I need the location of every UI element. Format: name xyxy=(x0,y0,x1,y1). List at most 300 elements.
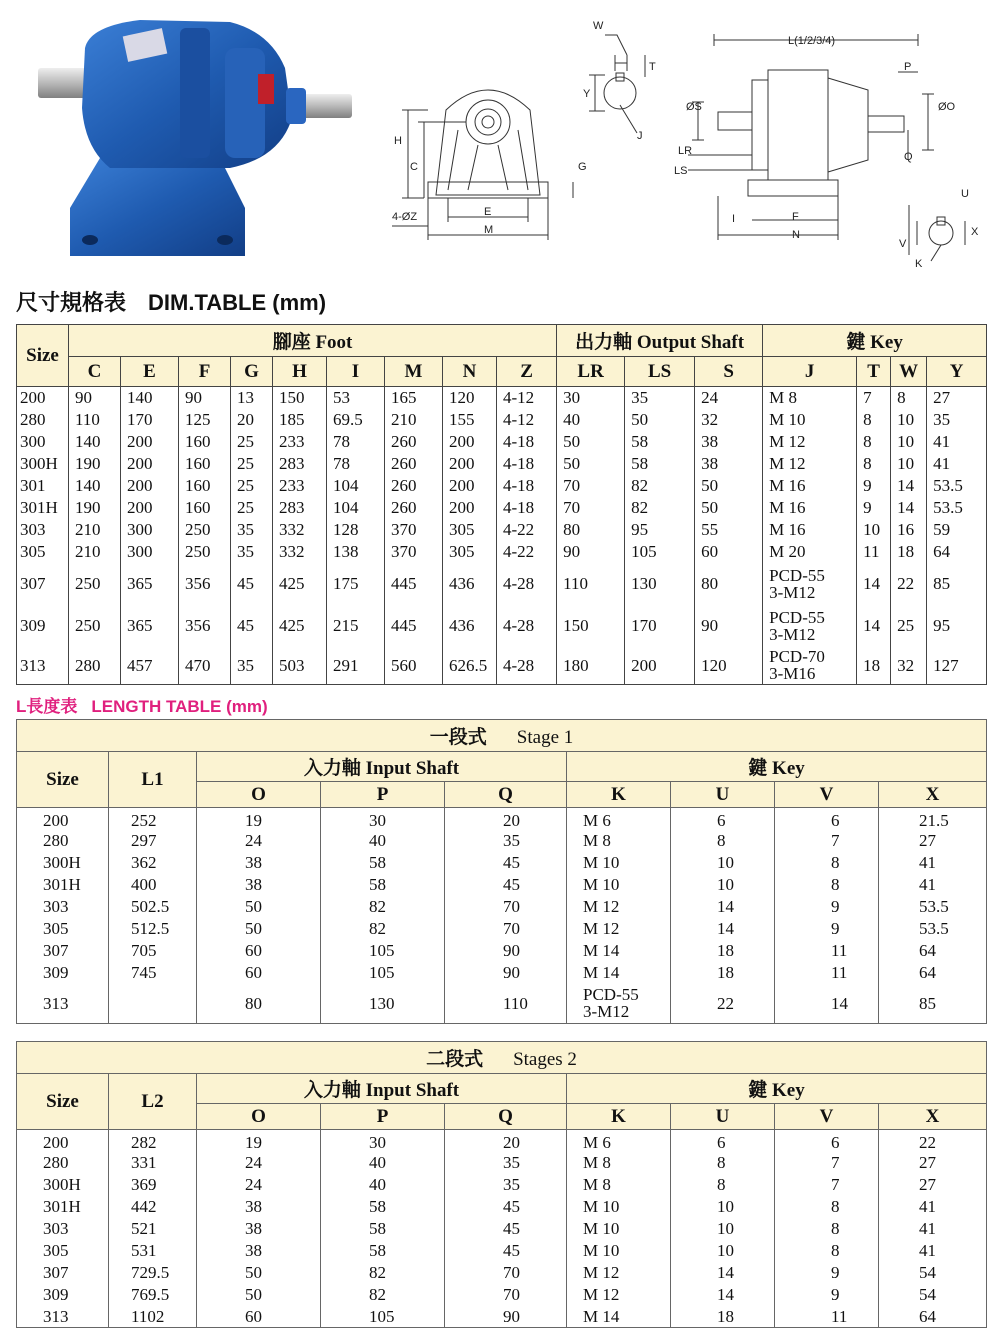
dim-cell-size: 305 xyxy=(17,541,69,563)
stage1-cell-2: 50 xyxy=(197,918,321,940)
dim-cell-Z: 4-12 xyxy=(497,387,557,409)
stage1-row xyxy=(17,874,987,896)
dim-header-size: Size xyxy=(17,325,69,387)
stage2-cell-8: 54 xyxy=(879,1262,987,1284)
dim-header-foot: 腳座 Foot xyxy=(69,325,557,357)
stage1-cell-4: 45 xyxy=(445,852,567,874)
dim-cell-T: 8 xyxy=(857,431,891,453)
dim-table-row xyxy=(17,519,987,541)
stage2-cell-5: M 12 xyxy=(567,1262,671,1284)
dim-cell-LR: 50 xyxy=(557,453,625,475)
dim-cell-C: 90 xyxy=(69,387,121,409)
stage1-cell-0: 303 xyxy=(17,896,109,918)
stage1-cell-6: 14 xyxy=(671,896,775,918)
dim-cell-G: 45 xyxy=(231,605,273,647)
dim-cell-C: 110 xyxy=(69,409,121,431)
dim-cell-E: 457 xyxy=(121,647,179,685)
stage2-cell-5: M 8 xyxy=(567,1174,671,1196)
stage2-cell-5: M 12 xyxy=(567,1284,671,1306)
stage2-col-header-V: V xyxy=(775,1104,879,1130)
stage2-cell-7: 9 xyxy=(775,1284,879,1306)
stage2-cell-7: 11 xyxy=(775,1306,879,1328)
dim-cell-LS: 95 xyxy=(625,519,695,541)
stage2-cell-7: 9 xyxy=(775,1262,879,1284)
stage2-cell-2: 24 xyxy=(197,1174,321,1196)
dim-cell-I: 175 xyxy=(327,563,385,605)
dim-cell-G: 45 xyxy=(231,563,273,605)
stage2-cell-8: 27 xyxy=(879,1152,987,1174)
dim-cell-Y: 85 xyxy=(927,563,987,605)
dim-cell-J: M 16 xyxy=(763,475,857,497)
dim-cell-LS: 170 xyxy=(625,605,695,647)
dim-cell-W: 8 xyxy=(891,387,927,409)
dim-cell-E: 200 xyxy=(121,431,179,453)
dim-cell-C: 190 xyxy=(69,497,121,519)
dim-cell-Y: 64 xyxy=(927,541,987,563)
dim-cell-M: 260 xyxy=(385,475,443,497)
dim-label-J: J xyxy=(637,130,643,142)
stage1-col-header-X: X xyxy=(879,782,987,808)
stage1-title-en: Stage 1 xyxy=(516,727,574,748)
stage1-header-input: 入力軸 Input Shaft xyxy=(197,752,567,782)
stage1-cell-4: 45 xyxy=(445,874,567,896)
stage1-cell-7: 6 xyxy=(775,808,879,830)
dim-cell-E: 365 xyxy=(121,605,179,647)
stage2-cell-1: 331 xyxy=(109,1152,197,1174)
dim-cell-size: 307 xyxy=(17,563,69,605)
dim-cell-Y: 41 xyxy=(927,453,987,475)
dim-label-O: ØO xyxy=(938,101,956,113)
stage1-cell-5: M 14 xyxy=(567,962,671,984)
dim-cell-C: 190 xyxy=(69,453,121,475)
length-table-title-en: LENGTH TABLE (mm) xyxy=(91,697,268,716)
dim-col-header-I: I xyxy=(327,357,385,387)
dim-col-header-W: W xyxy=(891,357,927,387)
dim-cell-N: 436 xyxy=(443,605,497,647)
dim-col-header-J: J xyxy=(763,357,857,387)
dim-cell-G: 25 xyxy=(231,475,273,497)
stage2-cell-5: M 8 xyxy=(567,1152,671,1174)
stage1-cell-8: 53.5 xyxy=(879,918,987,940)
stage2-title xyxy=(17,1042,987,1074)
stage1-cell-K xyxy=(567,984,671,1024)
dim-cell-J-line2: 3-M16 xyxy=(769,664,816,684)
dim-label-X: X xyxy=(971,226,979,238)
dim-cell-J: M 10 xyxy=(763,409,857,431)
stage1-row xyxy=(17,852,987,874)
stage1-cell-6: 22 xyxy=(671,984,775,1024)
dim-cell-size: 309 xyxy=(17,605,69,647)
dim-label-K: K xyxy=(915,258,923,270)
stage1-cell-4: 70 xyxy=(445,896,567,918)
dim-cell-M: 370 xyxy=(385,519,443,541)
stage2-cell-6: 18 xyxy=(671,1306,775,1328)
dim-cell-C: 280 xyxy=(69,647,121,685)
dim-cell-J: M 12 xyxy=(763,431,857,453)
stage1-cell-7: 9 xyxy=(775,918,879,940)
dim-cell-E: 365 xyxy=(121,563,179,605)
stage2-cell-2: 24 xyxy=(197,1152,321,1174)
dim-table-row xyxy=(17,605,987,647)
dim-label-W: W xyxy=(593,20,604,32)
dim-cell-H: 233 xyxy=(273,475,327,497)
dim-label-S: ØS xyxy=(686,101,702,113)
dim-cell-Y: 35 xyxy=(927,409,987,431)
dim-table-title xyxy=(16,286,326,317)
dim-cell-size: 303 xyxy=(17,519,69,541)
stage2-cell-0: 313 xyxy=(17,1306,109,1328)
dim-cell-T: 7 xyxy=(857,387,891,409)
dim-cell-Z: 4-28 xyxy=(497,563,557,605)
stage1-cell-0: 313 xyxy=(17,984,109,1024)
dim-label-V: V xyxy=(899,238,907,250)
stage2-cell-6: 8 xyxy=(671,1174,775,1196)
stage1-header-size: Size xyxy=(17,752,109,808)
stage1-title xyxy=(17,720,987,752)
dim-cell-E: 200 xyxy=(121,453,179,475)
stage1-cell-7: 7 xyxy=(775,830,879,852)
stage2-cell-8: 22 xyxy=(879,1130,987,1152)
dim-table-row xyxy=(17,647,987,685)
stage2-cell-3: 82 xyxy=(321,1262,445,1284)
dim-cell-S: 50 xyxy=(695,475,763,497)
stage2-cell-0: 301H xyxy=(17,1196,109,1218)
dim-label-M: M xyxy=(484,224,494,236)
dim-cell-Z: 4-18 xyxy=(497,431,557,453)
dim-cell-I: 215 xyxy=(327,605,385,647)
dim-label-L: L(1/2/3/4) xyxy=(788,35,836,47)
stage1-cell-6: 10 xyxy=(671,852,775,874)
dim-table-row xyxy=(17,563,987,605)
dim-cell-M: 370 xyxy=(385,541,443,563)
stage1-cell-4: 90 xyxy=(445,940,567,962)
stage1-cell-6: 10 xyxy=(671,874,775,896)
dim-cell-Y: 127 xyxy=(927,647,987,685)
stage1-cell-8: 53.5 xyxy=(879,896,987,918)
stage1-cell-5: M 6 xyxy=(567,808,671,830)
dim-cell-F: 160 xyxy=(179,497,231,519)
dim-cell-G: 35 xyxy=(231,647,273,685)
dim-cell-M: 445 xyxy=(385,605,443,647)
dim-col-header-E: E xyxy=(121,357,179,387)
stage2-cell-4: 70 xyxy=(445,1262,567,1284)
dim-cell-size: 300H xyxy=(17,453,69,475)
dim-col-header-S: S xyxy=(695,357,763,387)
stage1-cell-0: 307 xyxy=(17,940,109,962)
dim-header-key: 鍵 Key xyxy=(763,325,987,357)
dim-table-row xyxy=(17,541,987,563)
dim-cell-J xyxy=(763,647,857,685)
stage1-cell-5: M 8 xyxy=(567,830,671,852)
stage2-cell-3: 105 xyxy=(321,1306,445,1328)
dim-cell-J: M 16 xyxy=(763,519,857,541)
dim-cell-I: 128 xyxy=(327,519,385,541)
dim-cell-H: 283 xyxy=(273,497,327,519)
stage1-cell-5: M 12 xyxy=(567,896,671,918)
dim-label-N: N xyxy=(792,229,800,241)
stage2-cell-4: 45 xyxy=(445,1240,567,1262)
dim-label-LS: LS xyxy=(674,165,688,177)
stage1-row xyxy=(17,918,987,940)
dim-cell-S: 24 xyxy=(695,387,763,409)
stage1-cell-3: 58 xyxy=(321,852,445,874)
dim-cell-S: 32 xyxy=(695,409,763,431)
stage2-cell-6: 10 xyxy=(671,1196,775,1218)
stage1-cell-7: 8 xyxy=(775,852,879,874)
dim-col-header-LS: LS xyxy=(625,357,695,387)
dim-cell-H: 283 xyxy=(273,453,327,475)
dim-cell-S: 38 xyxy=(695,453,763,475)
stage1-cell-K-line1: PCD-55 xyxy=(583,985,639,1005)
stage1-cell-2: 24 xyxy=(197,830,321,852)
stage1-cell-8: 64 xyxy=(879,940,987,962)
stage2-cell-2: 60 xyxy=(197,1306,321,1328)
dim-cell-Z: 4-12 xyxy=(497,409,557,431)
dim-cell-LR: 40 xyxy=(557,409,625,431)
dim-cell-F: 160 xyxy=(179,431,231,453)
stage1-col-header-V: V xyxy=(775,782,879,808)
dim-cell-S: 55 xyxy=(695,519,763,541)
stage1-col-header-U: U xyxy=(671,782,775,808)
stage1-cell-3: 130 xyxy=(321,984,445,1024)
dim-cell-F: 160 xyxy=(179,453,231,475)
stage1-cell-2: 38 xyxy=(197,852,321,874)
stage1-cell-6: 18 xyxy=(671,962,775,984)
stage2-cell-0: 307 xyxy=(17,1262,109,1284)
dim-label-E: E xyxy=(484,206,492,218)
dim-cell-J: M 12 xyxy=(763,453,857,475)
dim-cell-F: 250 xyxy=(179,541,231,563)
stage2-cell-1: 282 xyxy=(109,1130,197,1152)
dim-cell-Y: 53.5 xyxy=(927,475,987,497)
dim-cell-S: 120 xyxy=(695,647,763,685)
stage1-cell-5: M 14 xyxy=(567,940,671,962)
dim-cell-Z: 4-28 xyxy=(497,647,557,685)
stage1-col-header-Q: Q xyxy=(445,782,567,808)
dim-cell-size: 313 xyxy=(17,647,69,685)
stage1-cell-4: 90 xyxy=(445,962,567,984)
dim-cell-J: M 8 xyxy=(763,387,857,409)
dim-cell-F: 250 xyxy=(179,519,231,541)
dim-cell-G: 35 xyxy=(231,541,273,563)
dim-cell-LR: 70 xyxy=(557,497,625,519)
stage1-cell-1: 745 xyxy=(109,962,197,984)
stage2-cell-7: 8 xyxy=(775,1196,879,1218)
dim-cell-LR: 80 xyxy=(557,519,625,541)
length-table-title-cn: L長度表 xyxy=(16,697,78,716)
dim-cell-F: 356 xyxy=(179,563,231,605)
dim-cell-I: 104 xyxy=(327,475,385,497)
dim-cell-J-line1: PCD-55 xyxy=(769,607,825,627)
dim-cell-T: 8 xyxy=(857,453,891,475)
stage2-cell-2: 38 xyxy=(197,1240,321,1262)
stage2-cell-1: 1102 xyxy=(109,1306,197,1328)
dim-table-title-cn: 尺寸規格表 xyxy=(16,290,127,315)
stage2-cell-6: 14 xyxy=(671,1262,775,1284)
dim-table-row xyxy=(17,409,987,431)
stage2-cell-1: 729.5 xyxy=(109,1262,197,1284)
dim-label-Y: Y xyxy=(583,88,591,100)
stage2-cell-3: 40 xyxy=(321,1174,445,1196)
dim-cell-C: 140 xyxy=(69,475,121,497)
stage1-cell-1: 400 xyxy=(109,874,197,896)
dim-cell-E: 170 xyxy=(121,409,179,431)
stage2-cell-1: 769.5 xyxy=(109,1284,197,1306)
stage1-cell-0: 305 xyxy=(17,918,109,940)
stage1-cell-2: 38 xyxy=(197,874,321,896)
stage2-cell-0: 303 xyxy=(17,1218,109,1240)
stage1-cell-6: 14 xyxy=(671,918,775,940)
length-table-title xyxy=(16,692,268,717)
dim-cell-T: 9 xyxy=(857,497,891,519)
stage2-cell-2: 50 xyxy=(197,1262,321,1284)
dim-label-LR: LR xyxy=(678,145,693,157)
dim-cell-G: 35 xyxy=(231,519,273,541)
stage1-cell-4: 110 xyxy=(445,984,567,1024)
dim-cell-H: 425 xyxy=(273,605,327,647)
dim-cell-LR: 110 xyxy=(557,563,625,605)
stage1-row xyxy=(17,896,987,918)
dim-cell-H: 332 xyxy=(273,519,327,541)
dim-cell-W: 10 xyxy=(891,409,927,431)
dim-cell-T: 14 xyxy=(857,563,891,605)
dim-cell-M: 210 xyxy=(385,409,443,431)
dim-cell-J-line2: 3-M12 xyxy=(769,582,816,602)
dim-cell-I: 53 xyxy=(327,387,385,409)
dim-cell-S: 80 xyxy=(695,563,763,605)
dim-cell-W: 14 xyxy=(891,497,927,519)
dim-cell-H: 185 xyxy=(273,409,327,431)
stage2-cell-8: 41 xyxy=(879,1218,987,1240)
dim-cell-T: 9 xyxy=(857,475,891,497)
stage2-cell-6: 10 xyxy=(671,1240,775,1262)
dim-cell-F: 356 xyxy=(179,605,231,647)
stage1-cell-K-line2: 3-M12 xyxy=(583,1002,630,1022)
dim-cell-T: 18 xyxy=(857,647,891,685)
stage2-row xyxy=(17,1218,987,1240)
stage1-cell-1: 362 xyxy=(109,852,197,874)
stage1-cell-0: 301H xyxy=(17,874,109,896)
dim-cell-I: 69.5 xyxy=(327,409,385,431)
stage1-cell-5: M 10 xyxy=(567,874,671,896)
stage1-cell-3: 40 xyxy=(321,830,445,852)
dim-table-title-en: DIM.TABLE (mm) xyxy=(148,290,327,315)
stage1-cell-5: M 12 xyxy=(567,918,671,940)
stage2-cell-7: 6 xyxy=(775,1130,879,1152)
stage1-cell-0: 300H xyxy=(17,852,109,874)
dim-cell-W: 16 xyxy=(891,519,927,541)
stage2-cell-5: M 10 xyxy=(567,1218,671,1240)
dim-col-header-Y: Y xyxy=(927,357,987,387)
stage1-header-key: 鍵 Key xyxy=(567,752,987,782)
gear-reducer-photo xyxy=(30,8,360,270)
stage1-cell-1: 502.5 xyxy=(109,896,197,918)
dim-cell-Y: 53.5 xyxy=(927,497,987,519)
stage1-cell-5: M 10 xyxy=(567,852,671,874)
stage1-cell-7: 8 xyxy=(775,874,879,896)
stage1-cell-3: 105 xyxy=(321,940,445,962)
dim-cell-LS: 82 xyxy=(625,497,695,519)
stage2-cell-0: 300H xyxy=(17,1174,109,1196)
dim-cell-J xyxy=(763,605,857,647)
stage1-cell-1: 705 xyxy=(109,940,197,962)
stage2-cell-6: 14 xyxy=(671,1284,775,1306)
stage1-cell-1 xyxy=(109,984,197,1024)
dim-cell-G: 25 xyxy=(231,497,273,519)
stage1-cell-1: 297 xyxy=(109,830,197,852)
stage1-cell-0: 200 xyxy=(17,808,109,830)
dim-cell-LS: 130 xyxy=(625,563,695,605)
dim-cell-M: 260 xyxy=(385,497,443,519)
stage2-title-en: Stages 2 xyxy=(513,1049,577,1070)
stage1-cell-2: 80 xyxy=(197,984,321,1024)
dim-cell-LR: 90 xyxy=(557,541,625,563)
stage1-cell-8: 21.5 xyxy=(879,808,987,830)
dim-cell-LR: 50 xyxy=(557,431,625,453)
stage2-cell-1: 369 xyxy=(109,1174,197,1196)
dim-cell-I: 78 xyxy=(327,453,385,475)
dim-cell-C: 210 xyxy=(69,519,121,541)
dim-label-holes: 4-ØZ xyxy=(392,211,418,223)
stage2-cell-2: 38 xyxy=(197,1218,321,1240)
stage2-title-cn: 二段式 xyxy=(426,1049,484,1070)
stage2-cell-7: 7 xyxy=(775,1152,879,1174)
dim-cell-N: 305 xyxy=(443,519,497,541)
dim-cell-C: 250 xyxy=(69,563,121,605)
stage2-cell-4: 90 xyxy=(445,1306,567,1328)
dim-col-header-Z: Z xyxy=(497,357,557,387)
stage1-col-header-K: K xyxy=(567,782,671,808)
stage2-table xyxy=(16,1041,987,1328)
stage2-cell-5: M 10 xyxy=(567,1240,671,1262)
stage2-header-key: 鍵 Key xyxy=(567,1074,987,1104)
dim-label-Q: Q xyxy=(904,151,913,163)
stage2-cell-5: M 14 xyxy=(567,1306,671,1328)
dim-cell-Y: 41 xyxy=(927,431,987,453)
dim-cell-T: 8 xyxy=(857,409,891,431)
dim-cell-E: 300 xyxy=(121,541,179,563)
stage2-cell-1: 442 xyxy=(109,1196,197,1218)
dim-cell-Z: 4-28 xyxy=(497,605,557,647)
stage1-col-header-O: O xyxy=(197,782,321,808)
stage2-cell-6: 8 xyxy=(671,1152,775,1174)
dim-cell-T: 10 xyxy=(857,519,891,541)
stage2-cell-3: 58 xyxy=(321,1196,445,1218)
stage1-cell-7: 11 xyxy=(775,940,879,962)
dim-cell-W: 25 xyxy=(891,605,927,647)
stage2-col-header-Q: Q xyxy=(445,1104,567,1130)
stage2-header-size: Size xyxy=(17,1074,109,1130)
dim-cell-LS: 58 xyxy=(625,431,695,453)
dim-cell-Y: 27 xyxy=(927,387,987,409)
stage2-cell-4: 45 xyxy=(445,1196,567,1218)
dim-header-output: 出力軸 Output Shaft xyxy=(557,325,763,357)
stage1-cell-4: 70 xyxy=(445,918,567,940)
dim-cell-H: 332 xyxy=(273,541,327,563)
dim-cell-LS: 50 xyxy=(625,409,695,431)
stage1-cell-7: 11 xyxy=(775,962,879,984)
stage1-cell-8: 64 xyxy=(879,962,987,984)
stage1-table xyxy=(16,719,987,1024)
stage1-cell-8: 41 xyxy=(879,874,987,896)
dim-cell-size: 200 xyxy=(17,387,69,409)
stage1-cell-1: 252 xyxy=(109,808,197,830)
dim-cell-size: 301H xyxy=(17,497,69,519)
dim-cell-I: 104 xyxy=(327,497,385,519)
stage2-cell-8: 41 xyxy=(879,1240,987,1262)
stage1-row xyxy=(17,962,987,984)
dim-cell-N: 436 xyxy=(443,563,497,605)
